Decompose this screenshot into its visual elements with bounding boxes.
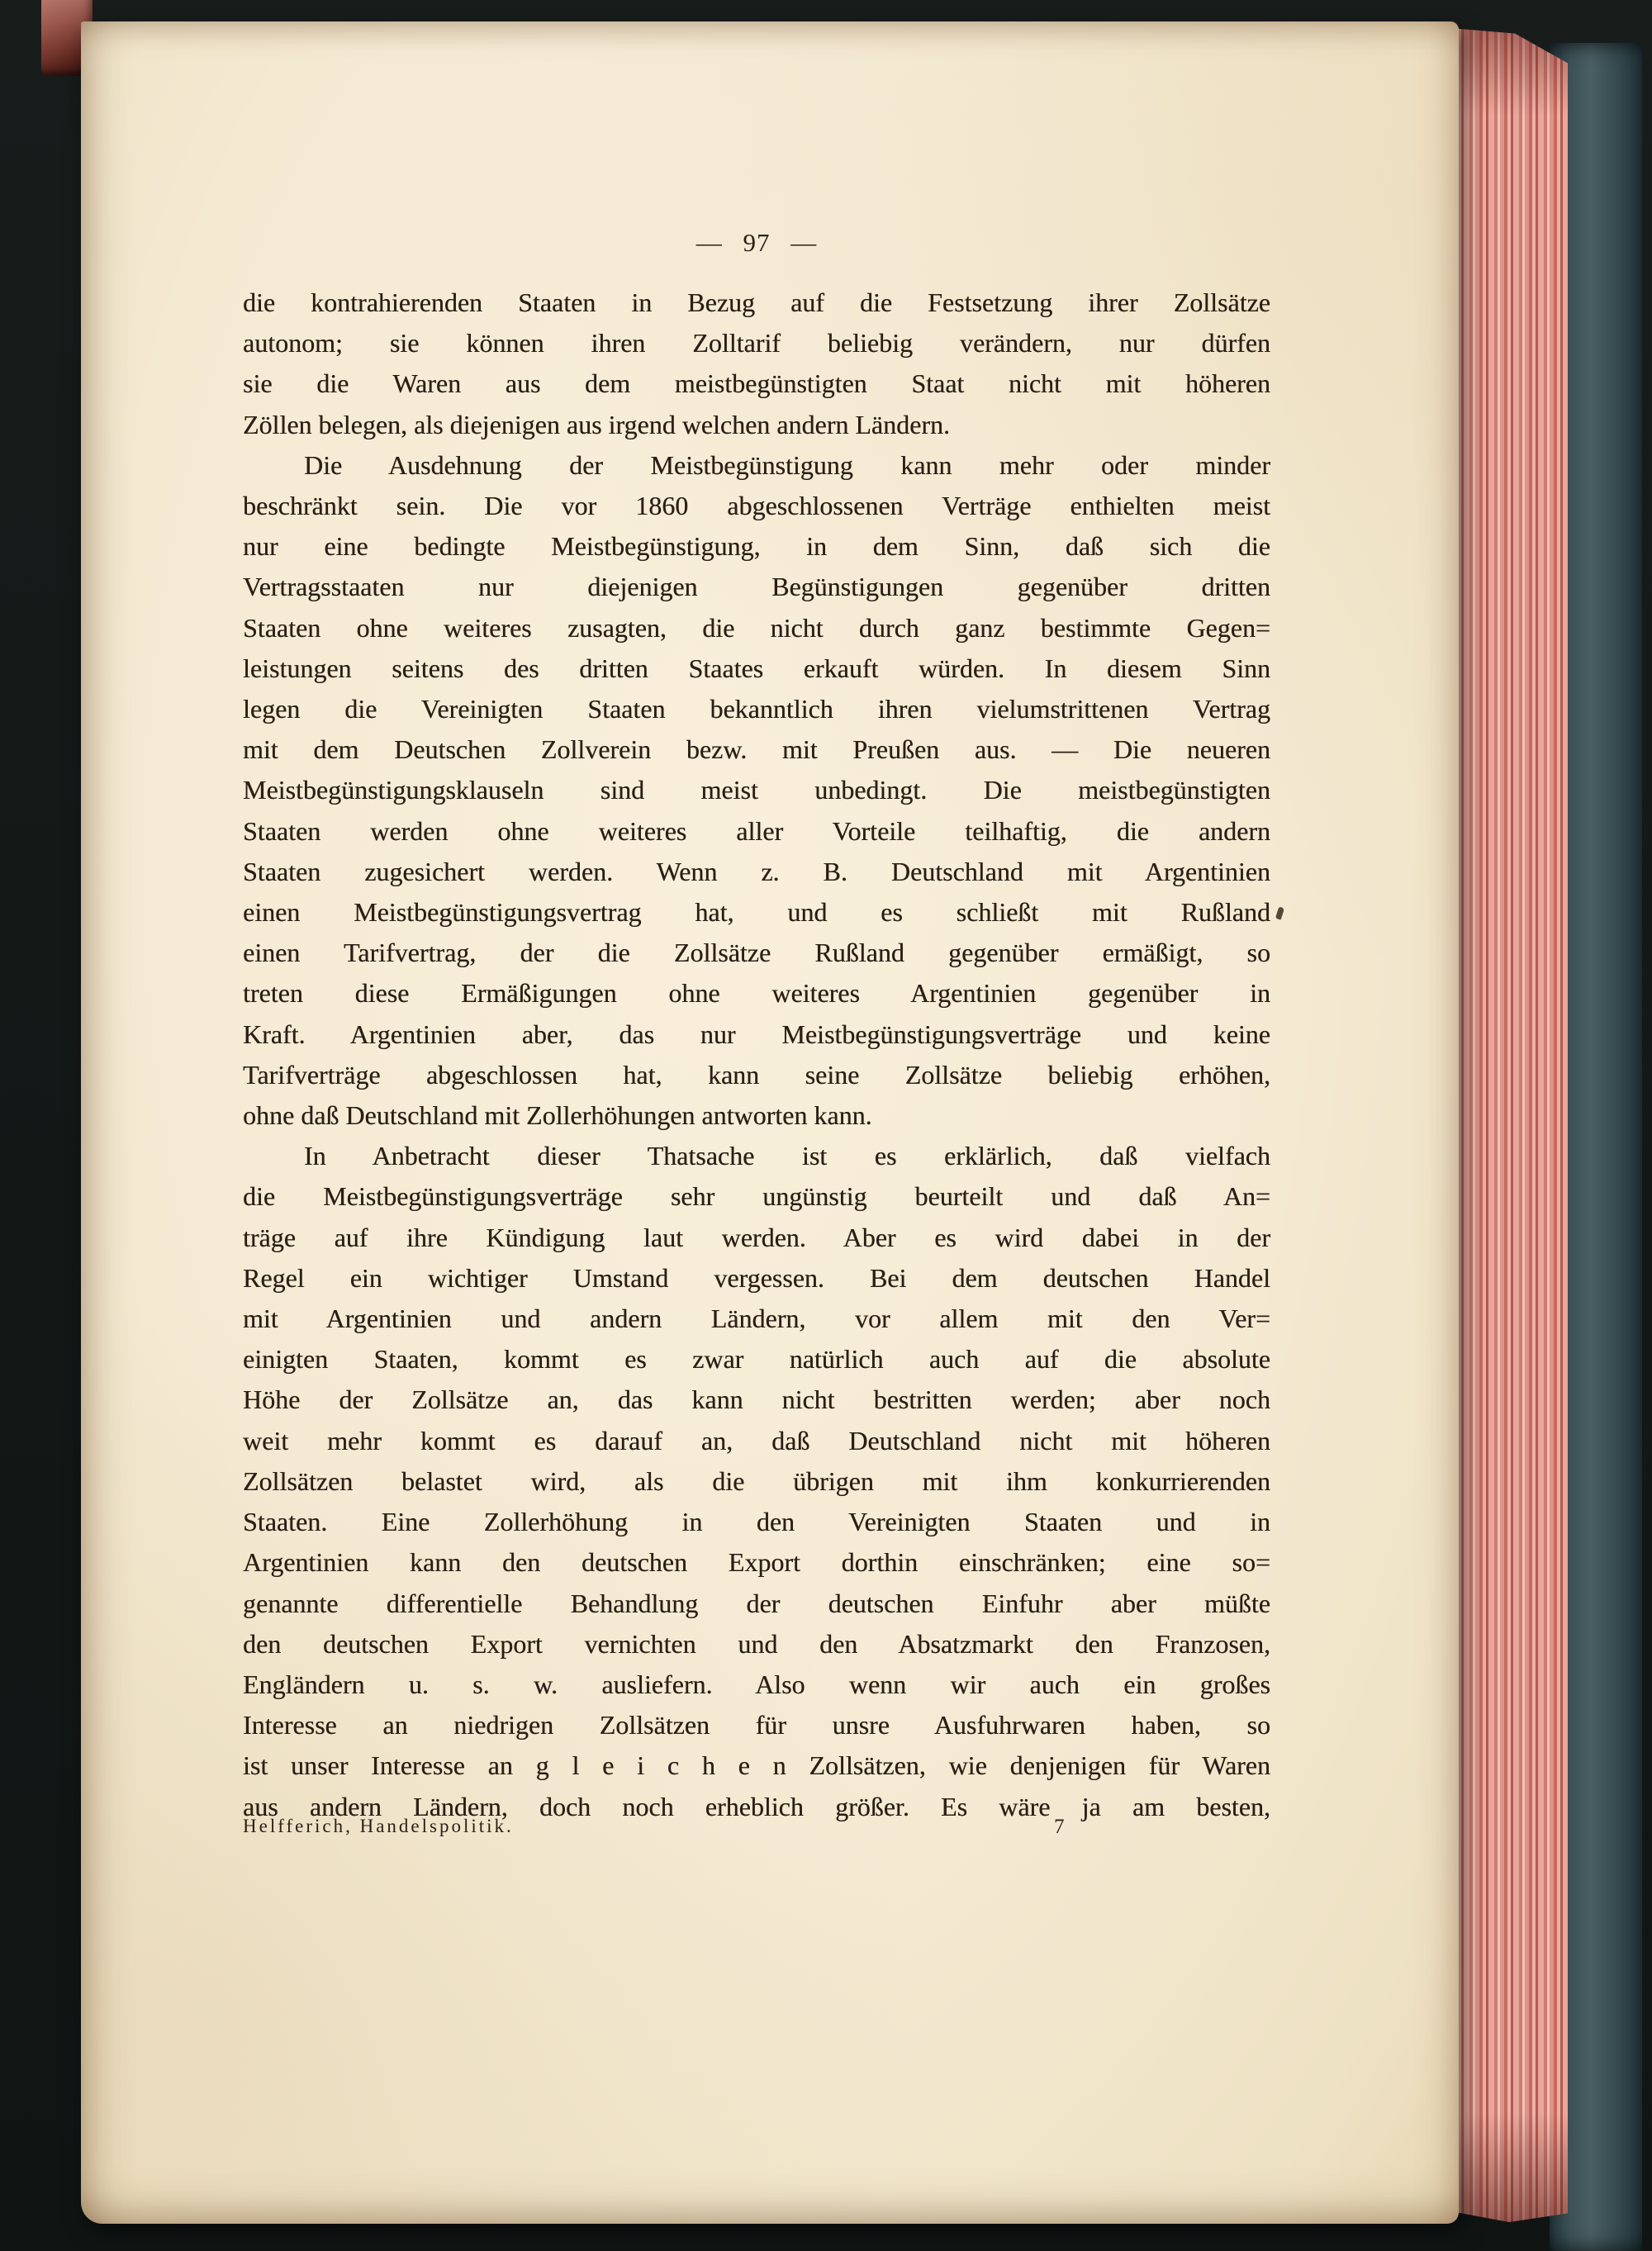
text-line: Tarifverträge abgeschlossen hat, kann seine Zollsätze beliebig erhöhen, [243,1059,1270,1090]
text-line: ist unser Interesse an g l e i c h e n Zollsätzen, wie denjenigen für Waren [243,1750,1270,1781]
text-line: Staaten. Eine Zollerhöhung in den Vereinigten Staaten und in [243,1507,1270,1537]
text-line: Meistbegünstigungsklauseln sind meist unbedingt. Die meistbegünstigten [243,775,1270,805]
text-line: Staaten werden ohne weiteres aller Vorteile teilhaftig, die andern [243,815,1270,846]
text-line: nur eine bedingte Meistbegünstigung, in dem Sinn, daß sich die [243,531,1270,562]
text-line: aus andern Ländern, doch noch erheblich größer. Es wäre ja am besten, [243,1791,1270,1821]
text-line: Vertragsstaaten nur diejenigen Begünstigungen gegenüber dritten [243,572,1270,602]
book-page [81,21,1459,2224]
text-line: mit Argentinien und andern Ländern, vor allem mit den Ver= [243,1304,1270,1334]
text-line: Zollsätzen belastet wird, als die übrigen mit ihm konkurrierenden [243,1465,1270,1496]
text-line: Kraft. Argentinien aber, das nur Meistbegünstigungsverträge und keine [243,1019,1270,1049]
text-line: Argentinien kann den deutschen Export dorthin einschränken; eine so= [243,1547,1270,1578]
text-line: genannte differentielle Behandlung der deutschen Einfuhr aber müßte [243,1588,1270,1618]
text-line: Interesse an niedrigen Zollsätzen für unsre Ausfuhrwaren haben, so [243,1710,1270,1740]
text-line: mit dem Deutschen Zollverein bezw. mit Preußen aus. — Die neueren [243,734,1270,765]
text-line: den deutschen Export vernichten und den Absatzmarkt den Franzosen, [243,1628,1270,1659]
text-line: Zöllen belegen, als diejenigen aus irgend welchen andern Ländern. [243,409,950,439]
text-line: Staaten zugesichert werden. Wenn z. B. Deutschland mit Argentinien [243,856,1270,886]
text-line: die kontrahierenden Staaten in Bezug auf die Festsetzung ihrer Zollsätze [243,287,1270,317]
footer-signature-number: 7 [1054,1816,1065,1838]
text-line: einen Meistbegünstigungsvertrag hat, und es schließt mit Rußland [243,897,1270,928]
text-line: ohne daß Deutschland mit Zollerhöhungen antworten kann. [243,1100,872,1131]
text-line: legen die Vereinigten Staaten bekanntlich ihren vielumstrittenen Vertrag [243,694,1270,724]
footer-publisher-line: Helfferich, Handelspolitik. [243,1816,514,1836]
page-number: — 97 — [695,228,818,257]
text-line: beschränkt sein. Die vor 1860 abgeschlossenen Verträge enthielten meist [243,491,1270,521]
text-line: die Meistbegünstigungsverträge sehr ungünstig beurteilt und daß An= [243,1181,1270,1212]
body-text [243,283,1270,1827]
text-line: weit mehr kommt es darauf an, daß Deutschland nicht mit höheren [243,1425,1270,1456]
text-line: treten diese Ermäßigungen ohne weiteres Argentinien gegenüber in [243,978,1270,1009]
text-line: einen Tarifvertrag, der die Zollsätze Rußland gegenüber ermäßigt, so [243,938,1270,968]
page-footer [243,1816,1270,1844]
text-line: leistungen seitens des dritten Staates erkauft würden. In diesem Sinn [243,653,1270,683]
text-line: autonom; sie können ihren Zolltarif beliebig verändern, nur dürfen [243,328,1270,359]
text-line: Regel ein wichtiger Umstand vergessen. Bei dem deutschen Handel [243,1262,1270,1293]
text-line: Engländern u. s. w. ausliefern. Also wenn wir auch ein großes [243,1669,1270,1699]
scan-artifact [1275,906,1284,919]
text-line: Staaten ohne weiteres zusagten, die nicht durch ganz bestimmte Gegen= [243,612,1270,643]
page-fore-edge [1450,28,1568,2222]
text-line: In Anbetracht dieser Thatsache ist es erklärlich, daß vielfach [304,1141,1270,1171]
text-line: träge auf ihre Kündigung laut werden. Aber es wird dabei in der [243,1222,1270,1252]
text-line: Die Ausdehnung der Meistbegünstigung kann mehr oder minder [304,449,1270,480]
text-line: sie die Waren aus dem meistbegünstigten Staat nicht mit höheren [243,368,1270,399]
text-line: Höhe der Zollsätze an, das kann nicht bestritten werden; aber noch [243,1384,1270,1415]
text-line: einigten Staaten, kommt es zwar natürlich auch auf die absolute [243,1344,1270,1375]
